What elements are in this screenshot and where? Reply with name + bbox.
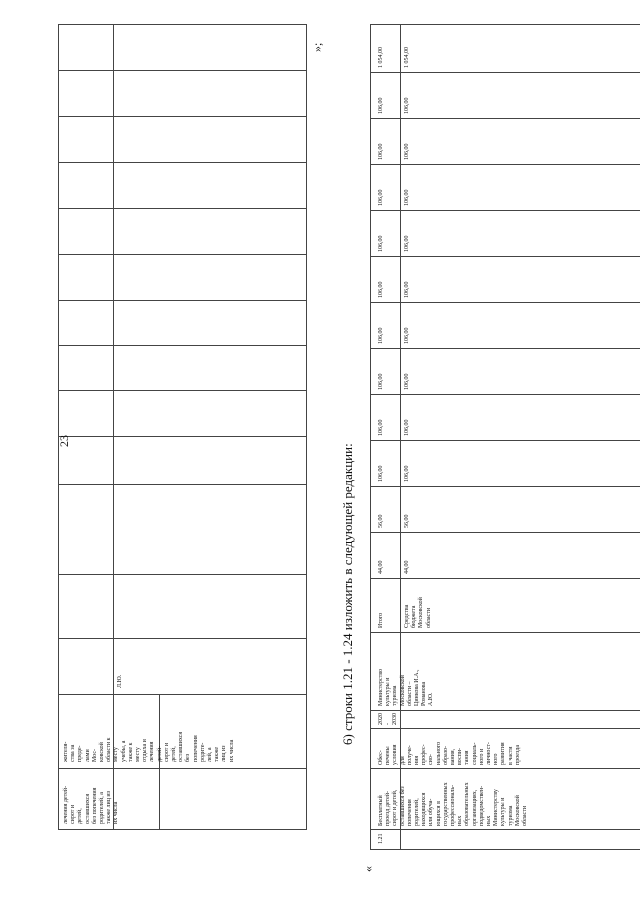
- budget-value: 56,00: [404, 514, 410, 528]
- budget-value: 106,00: [404, 327, 410, 344]
- budget-value: 44,00: [404, 560, 410, 574]
- closing-quote: »;: [310, 42, 324, 52]
- total-value: 106,00: [378, 143, 384, 160]
- total-value: 44,00: [378, 560, 384, 574]
- total-value: 106,00: [378, 419, 384, 436]
- top-table-name-cell: лечения детей- сирот и детей, оставшихся без попечения родителей, а также лиц из их числа: [63, 785, 120, 824]
- total-value: 56,00: [378, 514, 384, 528]
- total-value: 106,00: [378, 281, 384, 298]
- edit-instruction: 6) строки 1.21 - 1.24 изложить в следующей редакции:: [340, 443, 355, 745]
- total-value: 106,00: [378, 465, 384, 482]
- budget-value: 106,00: [404, 373, 410, 390]
- budget-value: 1 054,00: [404, 47, 410, 68]
- budget-value: 106,00: [404, 97, 410, 114]
- opening-quote: «: [361, 866, 375, 872]
- budget-value: 106,00: [404, 189, 410, 206]
- event-name-cell: Бесплатный проезд детей- сирот и детей, оставшихся без попечения родителей, находящихся или обуча- ющихся в государственных профессиональ- ных образовательных организациях, подведомствен- ных Министерству культуры и туризма Московской области: [378, 782, 529, 826]
- budget-value: 106,00: [404, 143, 410, 160]
- top-table-executor-cell: Л.Ю.: [117, 674, 123, 688]
- executor-cell: Министерство культуры и туризма Московской области – Цинкова И.А., Романова А.Ю.: [378, 669, 435, 706]
- total-value: 106,00: [378, 327, 384, 344]
- budget-value: 106,00: [404, 281, 410, 298]
- budget-value: 106,00: [404, 419, 410, 436]
- total-value: 106,00: [378, 373, 384, 390]
- top-table-indicator-cell: жителя- ства за преде- лами Мос- ковской области к месту учебы, а также к месту отдыха и лечения детей- сирот и детей, оставшихся без попечения родите- лей, а также лиц из их числа: [63, 731, 235, 762]
- total-value: 1 054,00: [378, 47, 384, 68]
- total-value: 106,00: [378, 235, 384, 252]
- page-number: 23: [57, 435, 71, 447]
- period-cell: 2020 - 2030: [378, 713, 399, 725]
- total-value: 106,00: [378, 189, 384, 206]
- row-number: 1.21: [378, 833, 384, 844]
- source-total-cell: Итого: [378, 612, 384, 628]
- total-value: 106,00: [378, 97, 384, 114]
- source-budget-cell: Средства бюджета Московской области: [404, 597, 432, 628]
- indicator-cell: Обес- печены условия для получе- ния профес- сио- нального образо- вания, воспи- тания социаль- ного и личност- ного развития в части проезда: [378, 741, 521, 765]
- budget-value: 106,00: [404, 235, 410, 252]
- budget-value: 106,00: [404, 465, 410, 482]
